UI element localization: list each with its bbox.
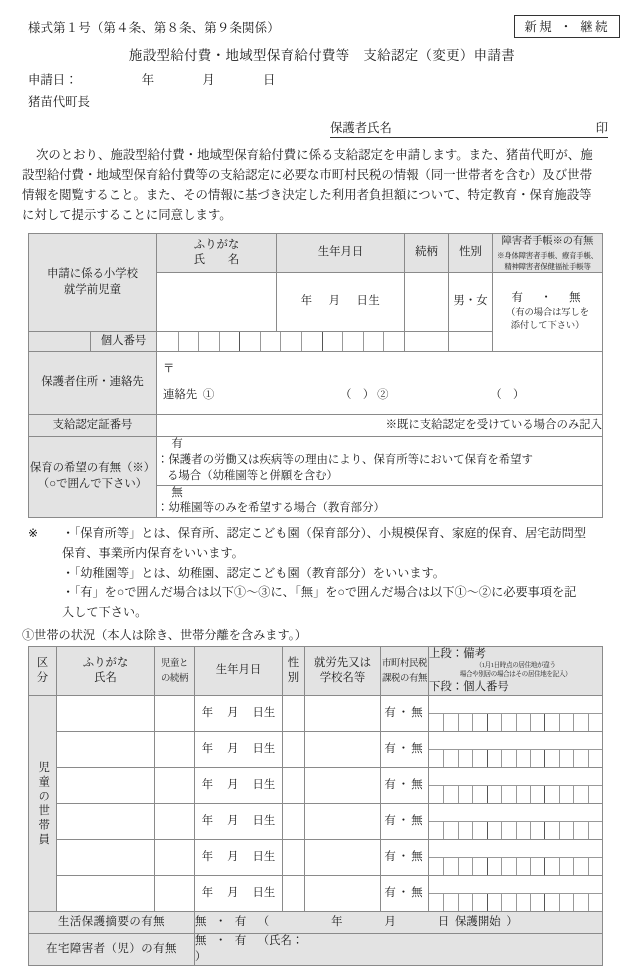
household-mynumber-boxes[interactable] — [429, 786, 602, 803]
home-disabled-row — [29, 934, 603, 966]
consent-line-1: 次のとおり、施設型給付費・地域型保育給付費に係る支給認定を申請します。また、猪苗代町が、施 — [36, 148, 593, 162]
child-handbook-choice[interactable] — [493, 273, 603, 352]
household-remark-cell[interactable] — [429, 732, 603, 768]
h-col-relation-2: の続柄 — [161, 674, 188, 685]
col-header-handbook — [493, 234, 603, 273]
care-hope-label-1: 保育の希望の有無（※） — [29, 462, 156, 475]
mynumber-cell[interactable] — [544, 858, 558, 875]
household-remark-cell[interactable] — [429, 696, 603, 732]
child-info-table — [28, 233, 603, 518]
h-col-relation-1: 児童と — [161, 658, 188, 669]
mynumber-cell[interactable] — [573, 822, 587, 839]
care-hope-no-text: ：幼稚園等のみを希望する場合（教育部分） — [157, 502, 385, 515]
mynumber-cell[interactable] — [487, 858, 501, 875]
row-dob-year: 年 — [201, 779, 214, 792]
welfare-yes: 有 — [234, 916, 247, 929]
mynumber-cell[interactable] — [429, 822, 443, 839]
mynumber-cell[interactable] — [573, 858, 587, 875]
col-handbook-label: 障害者手帳※の有無 — [501, 236, 594, 248]
cert-label: 支給認定証番号 — [29, 415, 157, 437]
h-col-remark — [429, 646, 603, 696]
household-remark-cell[interactable] — [429, 804, 603, 840]
mynumber-cell[interactable] — [588, 822, 602, 839]
mynumber-cell[interactable] — [516, 894, 530, 911]
household-tax-choice[interactable]: 有・無 — [381, 696, 429, 732]
h-col-work-2: 学校名等 — [319, 672, 366, 685]
welfare-start: 保護開始 — [455, 916, 501, 929]
household-relation-input[interactable] — [155, 696, 195, 732]
note-item-3-line-2: 入して下さい。 — [62, 605, 148, 620]
mynumber-cell[interactable] — [472, 822, 486, 839]
household-header-row — [29, 646, 603, 696]
h-col-tax-2: 課税の有無 — [382, 674, 427, 685]
apply-year-label[interactable]: 年 — [141, 73, 155, 87]
household-tax-choice[interactable]: 有・無 — [381, 804, 429, 840]
mynumber-cell[interactable] — [573, 786, 587, 803]
mynumber-cell[interactable] — [458, 858, 472, 875]
col-header-gender: 性別 — [449, 234, 493, 273]
household-dob-input[interactable] — [195, 696, 283, 732]
row-dob-day: 日生 — [252, 707, 276, 720]
table-row — [29, 840, 603, 876]
cert-note[interactable]: ※既に支給認定を受けている場合のみ記入 — [157, 415, 603, 437]
child-dob-input[interactable] — [277, 273, 405, 332]
welfare-value[interactable] — [195, 912, 603, 934]
mynumber-cell[interactable] — [443, 822, 457, 839]
care-hope-yes-option[interactable] — [157, 437, 603, 485]
notes-block — [28, 524, 630, 623]
welfare-no: 無 — [195, 916, 207, 929]
postal-mark: 〒 — [163, 363, 175, 376]
household-mynumber-boxes[interactable] — [429, 714, 602, 731]
h-col-gender-1: 性 — [287, 656, 300, 669]
mynumber-cell[interactable] — [429, 858, 443, 875]
h-col-kubun — [29, 646, 57, 696]
mynumber-cell[interactable] — [516, 822, 530, 839]
care-hope-yes-text — [157, 453, 575, 484]
household-mynumber-boxes[interactable] — [429, 894, 602, 911]
row-dob-month: 月 — [227, 887, 239, 900]
dob-year: 年 — [300, 295, 313, 308]
welfare-year: 年 — [331, 916, 343, 929]
household-tax-choice[interactable]: 有・無 — [381, 840, 429, 876]
mynumber-cell[interactable] — [516, 786, 530, 803]
mynumber-cell[interactable] — [487, 894, 501, 911]
mynumber-cell[interactable] — [530, 822, 544, 839]
table-row — [29, 804, 603, 840]
h-col-dob: 生年月日 — [195, 646, 283, 696]
section-title-household: ①世帯の状況（本人は除き、世帯分離を含みます。） — [22, 627, 307, 642]
mynumber-cell[interactable] — [458, 894, 472, 911]
household-table — [28, 646, 603, 966]
apply-date-label: 申請日： — [28, 73, 78, 87]
mynumber-cell[interactable] — [239, 332, 260, 351]
row-dob-year: 年 — [201, 815, 214, 828]
h-col-name — [57, 646, 155, 696]
child-row-label — [29, 234, 157, 332]
mynumber-blank-1 — [405, 332, 449, 352]
mynumber-cell[interactable] — [559, 750, 573, 767]
row-dob-year: 年 — [201, 887, 214, 900]
note-item-3-line-1: ・「有」を○で囲んだ場合は以下①〜③に、「無」を○で囲んだ場合は以下①〜②に必要事項を記 — [62, 585, 577, 600]
guardian-name-field[interactable] — [330, 118, 608, 138]
note-mark: ※ — [28, 526, 39, 540]
row-dob-day: 日生 — [252, 851, 276, 864]
mynumber-cell[interactable] — [501, 894, 515, 911]
disabled-value[interactable] — [195, 934, 603, 966]
row-dob-day: 日生 — [252, 779, 276, 792]
mynumber-cell[interactable] — [443, 714, 457, 731]
disabled-dot: ・ — [214, 935, 227, 948]
child-table-header-row — [29, 234, 603, 273]
mynumber-cell[interactable] — [157, 332, 178, 351]
mynumber-cell[interactable] — [458, 714, 472, 731]
consent-line-2: 設型給付費・地域型保育給付費等の支給認定に必要な市町村民税の情報（同一世帯者を含む）及び世帯 — [22, 168, 592, 183]
care-hope-label — [29, 437, 157, 518]
mynumber-cell[interactable] — [458, 786, 472, 803]
row-dob-month: 月 — [227, 707, 239, 720]
apply-month-label[interactable]: 月 — [202, 73, 215, 87]
household-dob-input[interactable] — [195, 732, 283, 768]
household-work-input[interactable] — [305, 768, 381, 804]
contact-2-paren-close: ） — [513, 389, 525, 402]
mynumber-cell[interactable] — [530, 894, 544, 911]
mynumber-boxes[interactable] — [157, 332, 405, 352]
table-row — [29, 768, 603, 804]
mynumber-cell[interactable] — [516, 714, 530, 731]
household-name-input[interactable] — [57, 696, 155, 732]
household-dob-input[interactable] — [195, 768, 283, 804]
household-name-input[interactable] — [57, 768, 155, 804]
household-name-input[interactable] — [57, 876, 155, 912]
mynumber-cell[interactable] — [472, 714, 486, 731]
address-input-area[interactable] — [157, 352, 603, 415]
household-tax-choice[interactable]: 有・無 — [381, 876, 429, 912]
mynumber-cell[interactable] — [342, 332, 363, 351]
mynumber-cell[interactable] — [573, 750, 587, 767]
addressee: 猪苗代町長 — [28, 95, 90, 109]
mynumber-cell[interactable] — [588, 714, 602, 731]
disabled-yes: 有 — [234, 935, 247, 948]
mynumber-cell[interactable] — [322, 332, 343, 351]
household-dob-input[interactable] — [195, 840, 283, 876]
household-gender-input[interactable] — [283, 768, 305, 804]
h-col-remark-tiny-1: （1月1日時点の居住地が違う — [475, 662, 556, 670]
household-remark-note[interactable] — [429, 768, 602, 786]
household-dob-input[interactable] — [195, 804, 283, 840]
row-dob-year: 年 — [201, 707, 214, 720]
child-row-label-2: 就学前児童 — [64, 283, 121, 296]
h-col-work-1: 就労先又は — [314, 656, 371, 669]
household-work-input[interactable] — [305, 732, 381, 768]
welfare-row — [29, 912, 603, 934]
mynumber-cell[interactable] — [219, 332, 240, 351]
row-dob-month: 月 — [227, 743, 239, 756]
col-handbook-note-2: 精神障害者保健福祉手帳等 — [504, 262, 591, 272]
mynumber-cell[interactable] — [501, 714, 515, 731]
welfare-paren-open: （ — [257, 916, 270, 929]
mynumber-cell[interactable] — [429, 786, 443, 803]
household-dob-input[interactable] — [195, 876, 283, 912]
guardian-name-line — [0, 118, 608, 138]
mynumber-label: 個人番号 — [91, 332, 157, 352]
mynumber-cell[interactable] — [472, 894, 486, 911]
child-relation-input[interactable] — [405, 273, 449, 332]
row-dob-day: 日生 — [252, 815, 276, 828]
col-header-name — [157, 234, 277, 273]
mynumber-cell[interactable] — [443, 750, 457, 767]
mynumber-cell[interactable] — [530, 714, 544, 731]
contact-1: ① — [202, 389, 215, 402]
mynumber-cell[interactable] — [501, 822, 515, 839]
table-row — [29, 696, 603, 732]
h-col-name-label: 氏名 — [94, 672, 117, 685]
welfare-paren-close: ） — [506, 916, 518, 929]
h-col-tax-1: 市町村民税 — [382, 658, 427, 669]
mynumber-cell[interactable] — [559, 894, 573, 911]
table-row — [29, 876, 603, 912]
mynumber-cell[interactable] — [383, 332, 404, 351]
mynumber-cell[interactable] — [559, 822, 573, 839]
household-work-input[interactable] — [305, 876, 381, 912]
mynumber-cell[interactable] — [559, 858, 573, 875]
mynumber-cell[interactable] — [544, 750, 558, 767]
h-col-furigana: ふりがな — [82, 656, 129, 669]
household-relation-input[interactable] — [155, 768, 195, 804]
mynumber-cell[interactable] — [530, 750, 544, 767]
row-dob-year: 年 — [201, 851, 214, 864]
household-remark-cell[interactable] — [429, 876, 603, 912]
h-col-kubun-2: 分 — [36, 672, 49, 685]
page-title: 施設型給付費・地域型保育給付費等 支給認定（変更）申請書 — [128, 48, 516, 63]
contact-2-paren-open: （ — [490, 389, 502, 402]
dob-month: 月 — [328, 295, 341, 308]
household-remark-note[interactable] — [429, 696, 602, 714]
disabled-name-label: （氏名： — [257, 935, 304, 948]
household-remark-note[interactable] — [429, 804, 602, 822]
col-header-dob: 生年月日 — [277, 234, 405, 273]
household-row-group — [29, 696, 603, 912]
mynumber-cell[interactable] — [544, 786, 558, 803]
h-col-remark-tiny-2: 場合や別居の場合はその居住地を記入） — [459, 671, 572, 679]
household-name-input[interactable] — [57, 732, 155, 768]
care-hope-no-mark: 無 — [171, 486, 183, 499]
mynumber-cell[interactable] — [588, 750, 602, 767]
care-hope-label-2: （○で囲んで下さい） — [37, 478, 148, 491]
mynumber-cell[interactable] — [544, 894, 558, 911]
mynumber-cell[interactable] — [280, 332, 301, 351]
mynumber-cell[interactable] — [588, 894, 602, 911]
welfare-day: 日 — [437, 916, 450, 929]
mynumber-cell[interactable] — [429, 750, 443, 767]
disabled-no: 無 — [195, 935, 207, 948]
household-gender-input[interactable] — [283, 840, 305, 876]
mynumber-cell[interactable] — [472, 786, 486, 803]
mynumber-cell[interactable] — [443, 858, 457, 875]
note-item-1 — [28, 524, 630, 544]
mynumber-cell[interactable] — [487, 822, 501, 839]
household-relation-input[interactable] — [155, 804, 195, 840]
form-number: 様式第１号（第４条、第８条、第９条関係） — [28, 21, 280, 35]
mynumber-cell[interactable] — [501, 858, 515, 875]
mynumber-cell[interactable] — [530, 786, 544, 803]
consent-line-3: 情報を閲覧すること。また、その情報に基づき決定した利用者負担額について、特定教育・保育施設等 — [22, 188, 592, 203]
contact-2: ② — [377, 389, 389, 402]
mynumber-cell[interactable] — [559, 786, 573, 803]
mynumber-cell[interactable] — [501, 786, 515, 803]
h-col-tax — [381, 646, 429, 696]
household-tax-choice[interactable]: 有・無 — [381, 768, 429, 804]
table-row — [29, 732, 603, 768]
contact-1-paren-open: （ — [340, 389, 352, 402]
handbook-sub-2: 添付して下さい） — [510, 321, 585, 332]
mynumber-cell[interactable] — [472, 750, 486, 767]
child-gender-choice[interactable]: 男・女 — [449, 273, 493, 332]
mynumber-cell[interactable] — [559, 714, 573, 731]
mynumber-cell[interactable] — [443, 786, 457, 803]
mynumber-cell[interactable] — [443, 894, 457, 911]
col-handbook-note-1: ※身体障害者手帳、療育手帳、 — [497, 251, 598, 261]
row-dob-day: 日生 — [252, 743, 276, 756]
mynumber-cell[interactable] — [363, 332, 384, 351]
care-hope-yes-text-2: る場合（幼稚園等と併願を含む） — [167, 469, 338, 482]
household-gender-input[interactable] — [283, 696, 305, 732]
mynumber-cell[interactable] — [516, 858, 530, 875]
welfare-label: 生活保護摘要の有無 — [29, 912, 195, 934]
handbook-sub-1: （有の場合は写しを — [506, 307, 589, 318]
dob-day: 日生 — [356, 295, 381, 308]
household-gender-input[interactable] — [283, 876, 305, 912]
guardian-address-row — [29, 352, 603, 415]
row-dob-month: 月 — [227, 851, 239, 864]
mynumber-spacer — [29, 332, 91, 352]
contact-line — [157, 388, 602, 406]
mynumber-cell[interactable] — [178, 332, 199, 351]
household-remark-note[interactable] — [429, 840, 602, 858]
mynumber-cell[interactable] — [588, 858, 602, 875]
household-mynumber-boxes[interactable] — [429, 822, 602, 839]
household-mynumber-boxes[interactable] — [429, 858, 602, 875]
welfare-month: 月 — [384, 916, 396, 929]
household-remark-note[interactable] — [429, 876, 602, 894]
household-name-input[interactable] — [57, 804, 155, 840]
apply-date-line — [28, 70, 630, 88]
care-hope-yes-row — [29, 437, 603, 485]
h-col-remark-top: 上段：備考 — [429, 647, 486, 660]
mynumber-cell[interactable] — [472, 858, 486, 875]
h-col-kubun-1: 区 — [36, 656, 49, 669]
household-relation-input[interactable] — [155, 876, 195, 912]
mynumber-cell[interactable] — [198, 332, 219, 351]
h-col-work — [305, 646, 381, 696]
household-vertical-label-text: 児童の世帯員 — [37, 760, 50, 848]
col-name: 氏 名 — [193, 254, 240, 267]
h-col-gender-2: 別 — [287, 672, 300, 685]
household-gender-input[interactable] — [283, 804, 305, 840]
h-col-gender — [283, 646, 305, 696]
household-remark-note[interactable] — [429, 732, 602, 750]
mynumber-cell[interactable] — [544, 714, 558, 731]
mynumber-cell[interactable] — [458, 750, 472, 767]
header-row — [0, 18, 630, 38]
row-dob-month: 月 — [227, 815, 239, 828]
col-furigana: ふりがな — [193, 238, 240, 251]
mynumber-cell[interactable] — [530, 858, 544, 875]
contact-label: 連絡先 — [163, 389, 198, 402]
mynumber-cell[interactable] — [487, 714, 501, 731]
care-hope-no-option[interactable] — [157, 485, 603, 517]
mynumber-cell[interactable] — [429, 714, 443, 731]
row-dob-year: 年 — [201, 743, 214, 756]
child-name-input[interactable] — [157, 273, 277, 332]
household-work-input[interactable] — [305, 840, 381, 876]
household-work-input[interactable] — [305, 804, 381, 840]
care-hope-yes-text-1: ：保護者の労働又は疾病等の理由により、保育所等において保育を希望す — [157, 454, 533, 467]
consent-paragraph — [22, 145, 610, 225]
col-header-relation: 続柄 — [405, 234, 449, 273]
mynumber-cell[interactable] — [501, 750, 515, 767]
household-remark-cell[interactable] — [429, 768, 603, 804]
contact-1-paren-close: ） — [362, 389, 375, 402]
note-item-1-line-2: 保育、事業所内保育をいいます。 — [62, 545, 244, 560]
household-work-input[interactable] — [305, 696, 381, 732]
care-hope-yes-mark: 有 — [171, 438, 183, 451]
child-row-label-1: 申請に係る小学校 — [46, 268, 139, 281]
address-label: 保護者住所・連絡先 — [29, 352, 157, 415]
mynumber-cell[interactable] — [487, 750, 501, 767]
guardian-name-label: 保護者氏名 — [330, 121, 392, 135]
household-vertical-label — [29, 696, 57, 912]
h-col-relation — [155, 646, 195, 696]
mynumber-cell[interactable] — [458, 822, 472, 839]
certificate-number-row — [29, 415, 603, 437]
row-dob-day: 日生 — [252, 887, 276, 900]
status-new-or-continue-box[interactable]: 新規 ・ 継続 — [514, 15, 620, 38]
h-col-remark-bottom: 下段：個人番号 — [429, 681, 509, 693]
mynumber-cell[interactable] — [544, 822, 558, 839]
household-remark-cell[interactable] — [429, 840, 603, 876]
handbook-value: 有 ・ 無 — [511, 291, 584, 304]
note-item-2: ・「幼稚園等」とは、幼稚園、認定こども園（教育部分）をいいます。 — [62, 565, 445, 580]
consent-line-4: に対して提示することに同意します。 — [22, 208, 232, 223]
disabled-label: 在宅障害者（児）の有無 — [29, 934, 195, 966]
mynumber-cell[interactable] — [573, 714, 587, 731]
seal-label: 印 — [595, 121, 608, 135]
mynumber-cell[interactable] — [301, 332, 322, 351]
note-item-1-line-1: ・「保育所等」とは、保育所、認定こども園（保育部分）、小規模保育、家庭的保育、居宅訪問型 — [62, 526, 587, 540]
mynumber-cell[interactable] — [588, 786, 602, 803]
row-dob-month: 月 — [227, 779, 239, 792]
form-page — [0, 18, 630, 963]
household-gender-input[interactable] — [283, 732, 305, 768]
mynumber-cell[interactable] — [260, 332, 281, 351]
mynumber-cell[interactable] — [487, 786, 501, 803]
mynumber-cell[interactable] — [573, 894, 587, 911]
mynumber-cell[interactable] — [516, 750, 530, 767]
welfare-dot: ・ — [214, 916, 227, 929]
mynumber-blank-2 — [449, 332, 493, 352]
household-mynumber-boxes[interactable] — [429, 750, 602, 767]
disabled-paren-close: ） — [195, 950, 207, 963]
mynumber-cell[interactable] — [429, 894, 443, 911]
household-tax-choice[interactable]: 有・無 — [381, 732, 429, 768]
apply-day-label[interactable]: 日 — [263, 73, 276, 87]
household-name-input[interactable] — [57, 840, 155, 876]
household-relation-input[interactable] — [155, 840, 195, 876]
household-relation-input[interactable] — [155, 732, 195, 768]
